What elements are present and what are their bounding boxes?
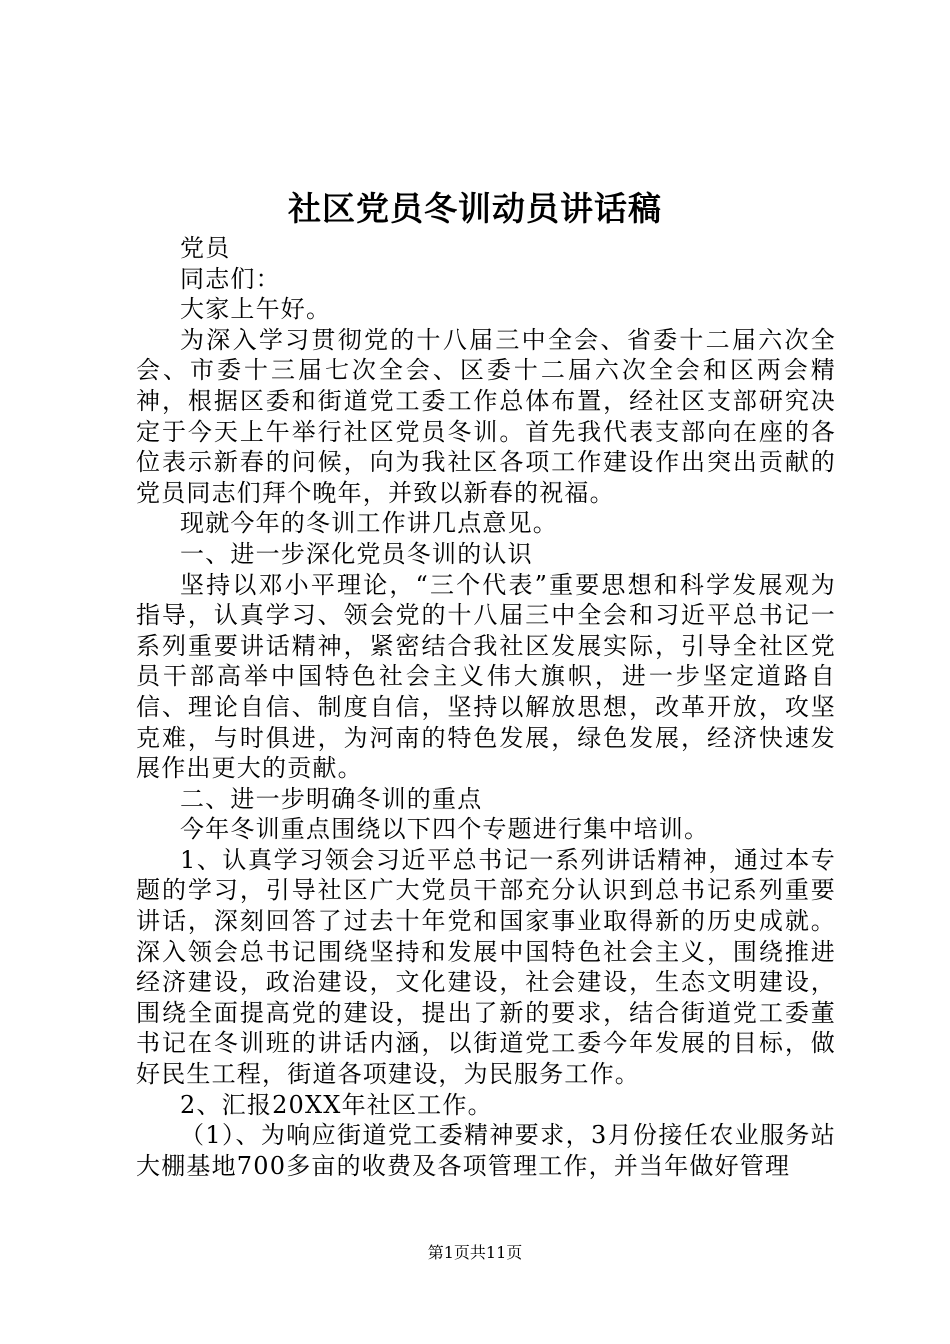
paragraph-salutation-comrades: 同志们：	[180, 264, 281, 293]
paragraph-greeting: 大家上午好。	[180, 295, 332, 324]
paragraph-subitem-1: （1）、为响应街道党工委精神要求，3月份接任农业服务站大棚基地700多亩的收费及各项管理工作，并当年做好管理	[136, 1121, 836, 1180]
paragraph-topics: 今年冬训重点围绕以下四个专题进行集中培训。	[180, 815, 710, 844]
paragraph-section-1: 坚持以邓小平理论，“三个代表”重要思想和科学发展观为指导，认真学习、领会党的十八届三中全会和习近平总书记一系列重要讲话精神，紧密结合我社区发展实际，引导全社区党员干部高举中国特色社会主义伟大旗帜，进一步坚定道路自信、理论自信、制度自信，坚持以解放思想，改革开放，攻坚克难，与时俱进，为河南的特色发展，绿色发展，经济快速发展作出更大的贡献。	[136, 570, 836, 783]
document-body	[136, 233, 836, 1181]
paragraph-item-2: 2、汇报20XX年社区工作。	[180, 1090, 493, 1119]
document-title: 社区党员冬训动员讲话稿	[288, 189, 662, 228]
section-heading-2: 二、进一步明确冬训的重点	[180, 784, 483, 813]
paragraph-intro: 为深入学习贯彻党的十八届三中全会、省委十二届六次全会、市委十三届七次全会、区委十二届六次全会和区两会精神，根据区委和街道党工委工作总体布置，经社区支部研究决定于今天上午举行社区党员冬训。首先我代表支部向在座的各位表示新春的问候，向为我社区各项工作建设作出突出贡献的党员同志们拜个晚年，并致以新春的祝福。	[136, 325, 836, 507]
page-footer	[0, 1242, 950, 1264]
paragraph-item-1: 1、认真学习领会习近平总书记一系列讲话精神，通过本专题的学习，引导社区广大党员干部充分认识到总书记系列重要讲话，深刻回答了过去十年党和国家事业取得新的历史成就。深入领会总书记围绕坚持和发展中国特色社会主义，围绕推进经济建设，政治建设，文化建设，社会建设，生态文明建设，围绕全面提高党的建设，提出了新的要求，结合街道党工委董书记在冬训班的讲话内涵，以街道党工委今年发展的目标，做好民生工程，街道各项建设，为民服务工作。	[136, 845, 836, 1089]
section-heading-1: 一、进一步深化党员冬训的认识	[180, 539, 533, 568]
paragraph-opinions: 现就今年的冬训工作讲几点意见。	[180, 509, 558, 538]
page-number: 第1页	[427, 1243, 470, 1262]
page-total: 共11页	[469, 1243, 523, 1262]
paragraph-salutation-members: 党员	[180, 234, 231, 262]
